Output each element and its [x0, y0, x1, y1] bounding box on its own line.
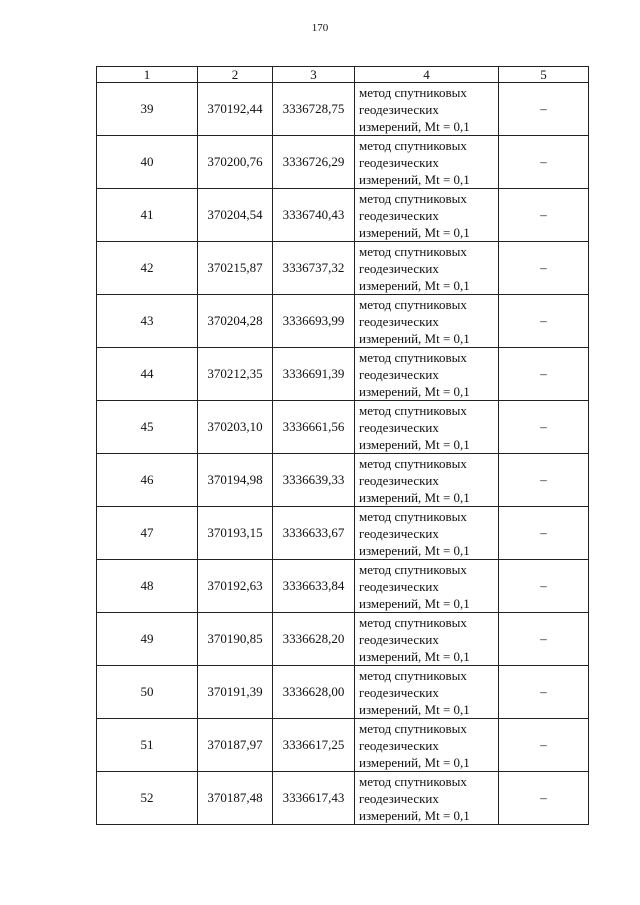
column-header-2: 2: [198, 67, 273, 83]
point-number-cell: 44: [97, 348, 198, 401]
table-row: [97, 507, 589, 560]
x-coordinate-cell: 370187,48: [198, 772, 273, 825]
method-cell: метод спутниковых геодезических измерений, Mt = 0,1: [355, 189, 499, 242]
y-coordinate-cell: 3336661,56: [273, 401, 355, 454]
y-coordinate-cell: 3336633,67: [273, 507, 355, 560]
method-cell: метод спутниковых геодезических измерений, Mt = 0,1: [355, 242, 499, 295]
method-cell: метод спутниковых геодезических измерений, Mt = 0,1: [355, 83, 499, 136]
point-number-cell: 52: [97, 772, 198, 825]
y-coordinate-cell: 3336617,25: [273, 719, 355, 772]
method-cell: метод спутниковых геодезических измерений, Mt = 0,1: [355, 454, 499, 507]
note-cell: –: [499, 454, 589, 507]
y-coordinate-cell: 3336633,84: [273, 560, 355, 613]
table-row: [97, 772, 589, 825]
table-row: [97, 189, 589, 242]
note-cell: –: [499, 666, 589, 719]
table-row: [97, 613, 589, 666]
x-coordinate-cell: 370192,44: [198, 83, 273, 136]
y-coordinate-cell: 3336628,20: [273, 613, 355, 666]
point-number-cell: 51: [97, 719, 198, 772]
page-number: 170: [311, 22, 329, 34]
note-cell: –: [499, 83, 589, 136]
point-number-cell: 40: [97, 136, 198, 189]
x-coordinate-cell: 370191,39: [198, 666, 273, 719]
note-cell: –: [499, 401, 589, 454]
note-cell: –: [499, 189, 589, 242]
method-cell: метод спутниковых геодезических измерений, Mt = 0,1: [355, 507, 499, 560]
table-row: [97, 348, 589, 401]
x-coordinate-cell: 370204,54: [198, 189, 273, 242]
point-number-cell: 39: [97, 83, 198, 136]
point-number-cell: 47: [97, 507, 198, 560]
table-row: [97, 242, 589, 295]
table-row: [97, 295, 589, 348]
method-cell: метод спутниковых геодезических измерений, Mt = 0,1: [355, 401, 499, 454]
point-number-cell: 41: [97, 189, 198, 242]
method-cell: метод спутниковых геодезических измерений, Mt = 0,1: [355, 136, 499, 189]
method-cell: метод спутниковых геодезических измерений, Mt = 0,1: [355, 560, 499, 613]
method-cell: метод спутниковых геодезических измерений, Mt = 0,1: [355, 772, 499, 825]
x-coordinate-cell: 370203,10: [198, 401, 273, 454]
x-coordinate-cell: 370190,85: [198, 613, 273, 666]
table-row: [97, 83, 589, 136]
table-row: [97, 560, 589, 613]
x-coordinate-cell: 370212,35: [198, 348, 273, 401]
note-cell: –: [499, 560, 589, 613]
table-row: [97, 401, 589, 454]
y-coordinate-cell: 3336728,75: [273, 83, 355, 136]
y-coordinate-cell: 3336693,99: [273, 295, 355, 348]
coordinates-table: [96, 66, 589, 825]
table-row: [97, 454, 589, 507]
method-cell: метод спутниковых геодезических измерений, Mt = 0,1: [355, 666, 499, 719]
table-row: [97, 666, 589, 719]
note-cell: –: [499, 348, 589, 401]
note-cell: –: [499, 295, 589, 348]
note-cell: –: [499, 772, 589, 825]
note-cell: –: [499, 136, 589, 189]
x-coordinate-cell: 370204,28: [198, 295, 273, 348]
method-cell: метод спутниковых геодезических измерений, Mt = 0,1: [355, 295, 499, 348]
column-header-3: 3: [273, 67, 355, 83]
y-coordinate-cell: 3336726,29: [273, 136, 355, 189]
note-cell: –: [499, 613, 589, 666]
table-body: [97, 83, 589, 825]
method-cell: метод спутниковых геодезических измерений, Mt = 0,1: [355, 719, 499, 772]
point-number-cell: 43: [97, 295, 198, 348]
x-coordinate-cell: 370200,76: [198, 136, 273, 189]
y-coordinate-cell: 3336740,43: [273, 189, 355, 242]
x-coordinate-cell: 370193,15: [198, 507, 273, 560]
point-number-cell: 48: [97, 560, 198, 613]
point-number-cell: 45: [97, 401, 198, 454]
table-row: [97, 136, 589, 189]
note-cell: –: [499, 719, 589, 772]
column-header-1: 1: [97, 67, 198, 83]
y-coordinate-cell: 3336617,43: [273, 772, 355, 825]
table-row: [97, 719, 589, 772]
x-coordinate-cell: 370215,87: [198, 242, 273, 295]
note-cell: –: [499, 242, 589, 295]
method-cell: метод спутниковых геодезических измерений, Mt = 0,1: [355, 348, 499, 401]
table-header-row: [97, 67, 589, 83]
x-coordinate-cell: 370187,97: [198, 719, 273, 772]
column-header-4: 4: [355, 67, 499, 83]
column-header-5: 5: [499, 67, 589, 83]
y-coordinate-cell: 3336737,32: [273, 242, 355, 295]
point-number-cell: 50: [97, 666, 198, 719]
method-cell: метод спутниковых геодезических измерений, Mt = 0,1: [355, 613, 499, 666]
y-coordinate-cell: 3336639,33: [273, 454, 355, 507]
x-coordinate-cell: 370194,98: [198, 454, 273, 507]
point-number-cell: 49: [97, 613, 198, 666]
point-number-cell: 46: [97, 454, 198, 507]
point-number-cell: 42: [97, 242, 198, 295]
y-coordinate-cell: 3336691,39: [273, 348, 355, 401]
y-coordinate-cell: 3336628,00: [273, 666, 355, 719]
note-cell: –: [499, 507, 589, 560]
x-coordinate-cell: 370192,63: [198, 560, 273, 613]
